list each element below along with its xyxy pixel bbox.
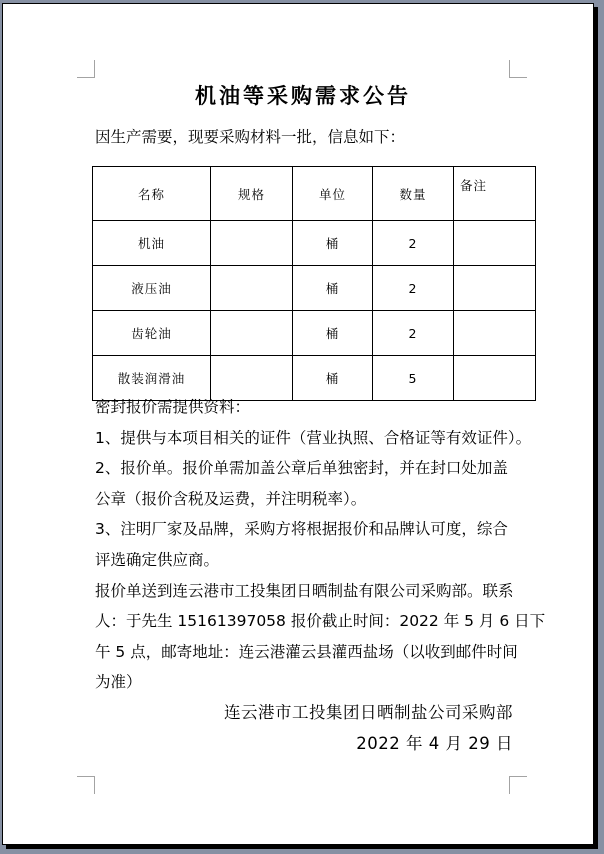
- cell-spec: [211, 266, 293, 311]
- cell-name: 机油: [93, 221, 211, 266]
- table-row: [93, 311, 536, 356]
- document-title: 机油等采购需求公告: [195, 84, 411, 108]
- cell-name: 散装润滑油: [93, 356, 211, 401]
- table-header-row: [93, 167, 536, 221]
- cell-spec: [211, 311, 293, 356]
- body-line: 1、提供与本项目相关的证件（营业执照、合格证等有效证件）。: [95, 428, 532, 447]
- intro-paragraph: 因生产需要，现要采购材料一批，信息如下：: [95, 128, 406, 146]
- body-line: 人：于先生 15161397058 报价截止时间：2022 年 5 月 6 日下: [95, 612, 546, 631]
- table-row: [93, 266, 536, 311]
- crop-mark-top-right: [509, 60, 527, 78]
- header-spec: 规格: [211, 167, 293, 221]
- crop-mark-bottom-left: [77, 776, 95, 794]
- cell-qty: 2: [373, 266, 454, 311]
- cell-unit: 桶: [293, 266, 373, 311]
- cell-note: [454, 221, 536, 266]
- requirements-table: [92, 166, 536, 401]
- crop-mark-bottom-right: [509, 776, 527, 794]
- cell-qty: 2: [373, 221, 454, 266]
- cell-spec: [211, 221, 293, 266]
- cell-note: [454, 266, 536, 311]
- header-qty: 数量: [373, 167, 454, 221]
- table-row: [93, 221, 536, 266]
- signature-department: 连云港市工投集团日晒制盐公司采购部: [224, 702, 513, 722]
- signature-date: 2022 年 4 月 29 日: [356, 733, 513, 753]
- cell-qty: 5: [373, 356, 454, 401]
- body-line: 评选确定供应商。: [95, 550, 220, 569]
- cell-qty: 2: [373, 311, 454, 356]
- cell-unit: 桶: [293, 221, 373, 266]
- cell-name: 齿轮油: [93, 311, 211, 356]
- crop-mark-top-left: [77, 60, 95, 78]
- body-line: 2、报价单。报价单需加盖公章后单独密封，并在封口处加盖: [95, 459, 508, 478]
- cell-name: 液压油: [93, 266, 211, 311]
- header-name: 名称: [93, 167, 211, 221]
- cell-note: [454, 311, 536, 356]
- body-line: 报价单送到连云港市工投集团日晒制盐有限公司采购部。联系: [95, 581, 514, 600]
- body-line: 3、注明厂家及品牌，采购方将根据报价和品牌认可度，综合: [95, 520, 508, 539]
- header-note: 备注: [454, 167, 536, 221]
- document-page: [2, 3, 594, 845]
- body-line: 密封报价需提供资料：: [95, 398, 251, 416]
- body-line: 公章（报价含税及运费，并注明税率）。: [95, 489, 367, 508]
- cell-unit: 桶: [293, 311, 373, 356]
- body-line: 午 5 点，邮寄地址：连云港灌云县灌西盐场（以收到邮件时间: [95, 642, 518, 661]
- header-unit: 单位: [293, 167, 373, 221]
- body-line: 为准）: [95, 673, 142, 692]
- body-paragraphs: [95, 392, 546, 759]
- cell-unit: 桶: [293, 356, 373, 401]
